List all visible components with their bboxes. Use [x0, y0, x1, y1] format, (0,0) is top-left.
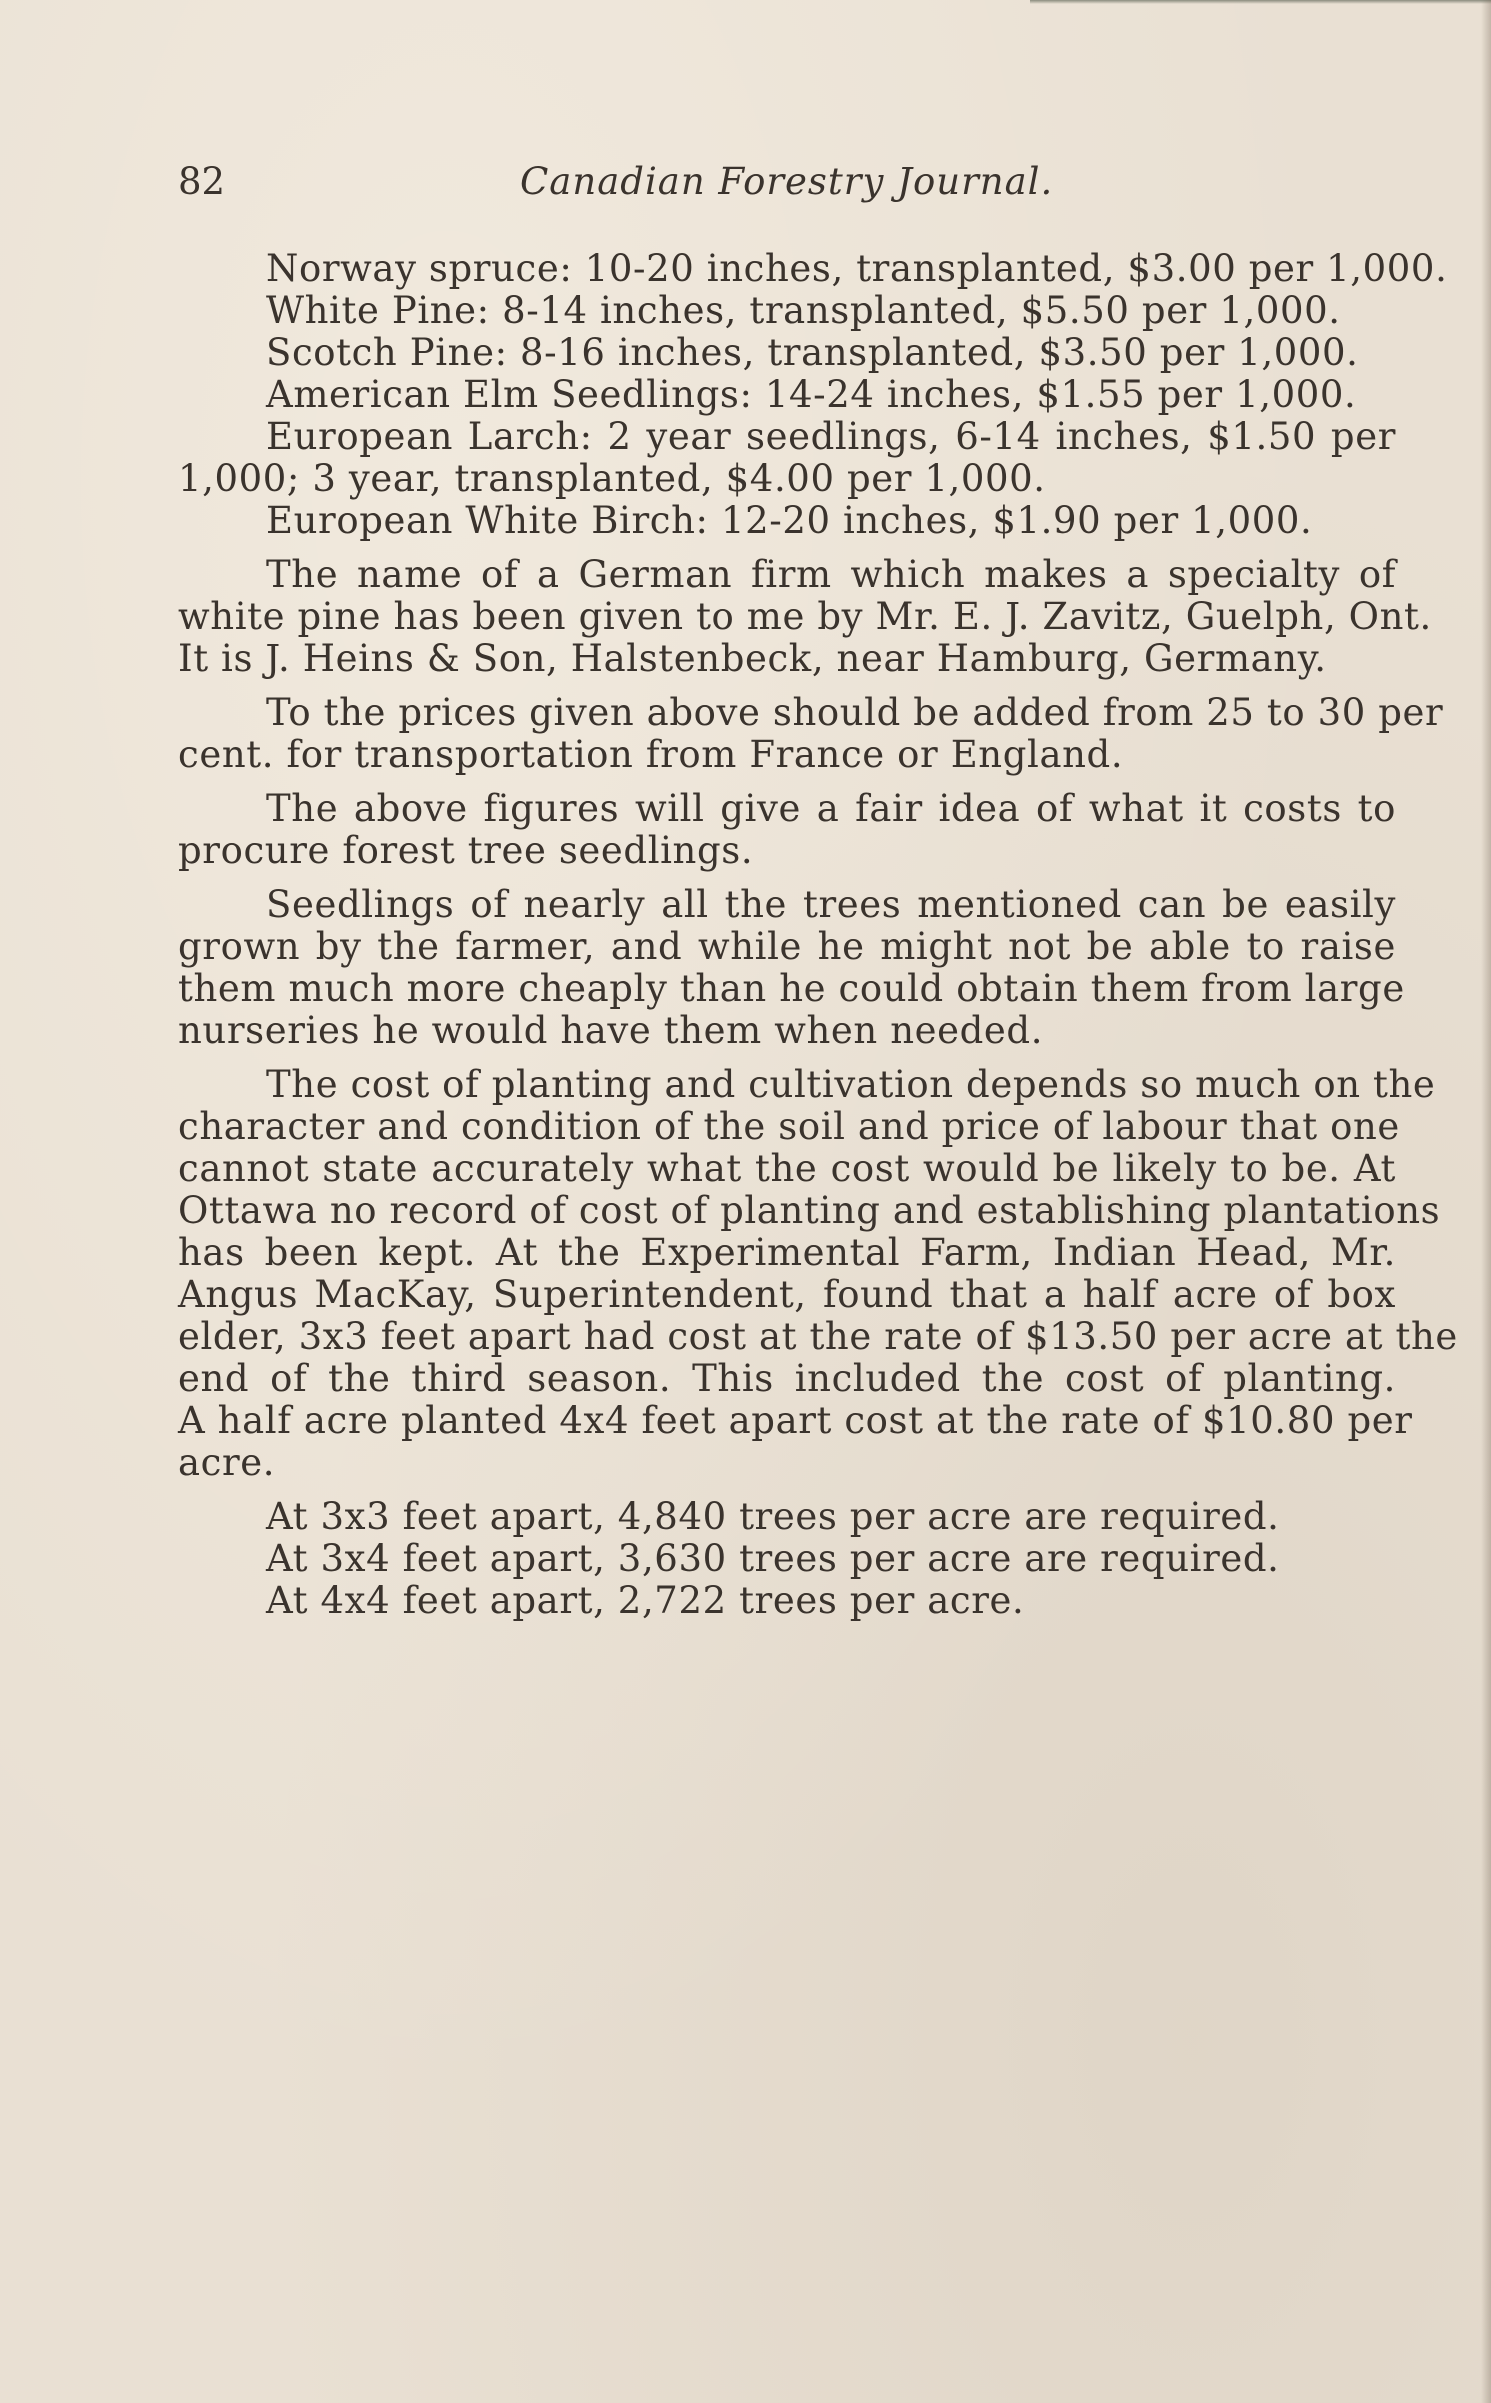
page-edge-right	[1481, 0, 1491, 2403]
paragraph-figures	[178, 788, 1396, 872]
paragraph-line: them much more cheaply than he could obtain them from large	[178, 967, 1405, 1010]
paragraph-line: grown by the farmer, and while he might not be able to raise	[178, 925, 1396, 968]
paragraph-line: To the prices given above should be added from 25 to 30 per	[266, 691, 1444, 734]
price-item-american-elm: American Elm Seedlings: 14-24 inches, $1.55 per 1,000.	[266, 373, 1357, 416]
paragraph-line: The name of a German firm which makes a specialty of	[266, 553, 1396, 596]
spacing-item-4x4: At 4x4 feet apart, 2,722 trees per acre.	[266, 1579, 1025, 1622]
paragraph-line: The above figures will give a fair idea of what it costs to	[266, 787, 1396, 830]
paragraph-transport-cost	[178, 691, 1444, 776]
paragraph-line: elder, 3x3 feet apart had cost at the rate of $13.50 per acre at the	[178, 1315, 1458, 1358]
price-item-norway-spruce: Norway spruce: 10-20 inches, transplanted, $3.00 per 1,000.	[266, 247, 1448, 290]
paragraph-german-firm	[178, 553, 1432, 680]
paragraph-line: cannot state accurately what the cost would be likely to be. At	[178, 1147, 1396, 1190]
price-item-scotch-pine: Scotch Pine: 8-16 inches, transplanted, $3.50 per 1,000.	[266, 331, 1359, 374]
page-number: 82	[178, 160, 226, 203]
paragraph-line: acre.	[178, 1441, 276, 1484]
spacing-item-3x4: At 3x4 feet apart, 3,630 trees per acre are required.	[266, 1537, 1280, 1580]
paragraph-line: character and condition of the soil and price of labour that one	[178, 1105, 1400, 1148]
page-edge-top	[1030, 0, 1491, 4]
spacing-item-3x3: At 3x3 feet apart, 4,840 trees per acre are required.	[266, 1495, 1280, 1538]
paragraph-seedlings	[178, 883, 1405, 1052]
tree-spacing-list	[178, 1496, 1396, 1622]
paragraph-line: end of the third season. This included the cost of planting.	[178, 1357, 1396, 1400]
paragraph-planting-cost	[178, 1063, 1458, 1484]
paragraph-line: nurseries he would have them when needed.	[178, 1009, 1044, 1052]
nursery-price-list	[178, 247, 1448, 542]
paragraph-line: white pine has been given to me by Mr. E. J. Zavitz, Guelph, Ont.	[178, 595, 1432, 638]
paragraph-line: The cost of planting and cultivation depends so much on the	[266, 1063, 1436, 1106]
price-item-white-pine: White Pine: 8-14 inches, transplanted, $5.50 per 1,000.	[266, 289, 1341, 332]
paragraph-line: Seedlings of nearly all the trees mentioned can be easily	[266, 883, 1396, 926]
page-header	[178, 160, 1078, 204]
article-body	[178, 247, 1458, 1622]
paragraph-line: procure forest tree seedlings.	[178, 829, 754, 872]
paragraph-line: It is J. Heins & Son, Halstenbeck, near Hamburg, Germany.	[178, 637, 1327, 680]
price-item-european-white-birch: European White Birch: 12-20 inches, $1.90 per 1,000.	[266, 499, 1313, 542]
paragraph-line: A half acre planted 4x4 feet apart cost at the rate of $10.80 per	[178, 1399, 1413, 1442]
paragraph-line: cent. for transportation from France or England.	[178, 733, 1124, 776]
running-title: Canadian Forestry Journal.	[520, 160, 1054, 203]
paragraph-line: Angus MacKay, Superintendent, found that a half acre of box	[178, 1273, 1396, 1316]
paragraph-line: has been kept. At the Experimental Farm, Indian Head, Mr.	[178, 1231, 1396, 1274]
paragraph-line: Ottawa no record of cost of planting and establishing plantations	[178, 1189, 1441, 1232]
price-item-european-larch: European Larch: 2 year seedlings, 6-14 inches, $1.50 per	[266, 415, 1396, 458]
price-item-european-larch-cont: 1,000; 3 year, transplanted, $4.00 per 1,000.	[178, 457, 1046, 500]
